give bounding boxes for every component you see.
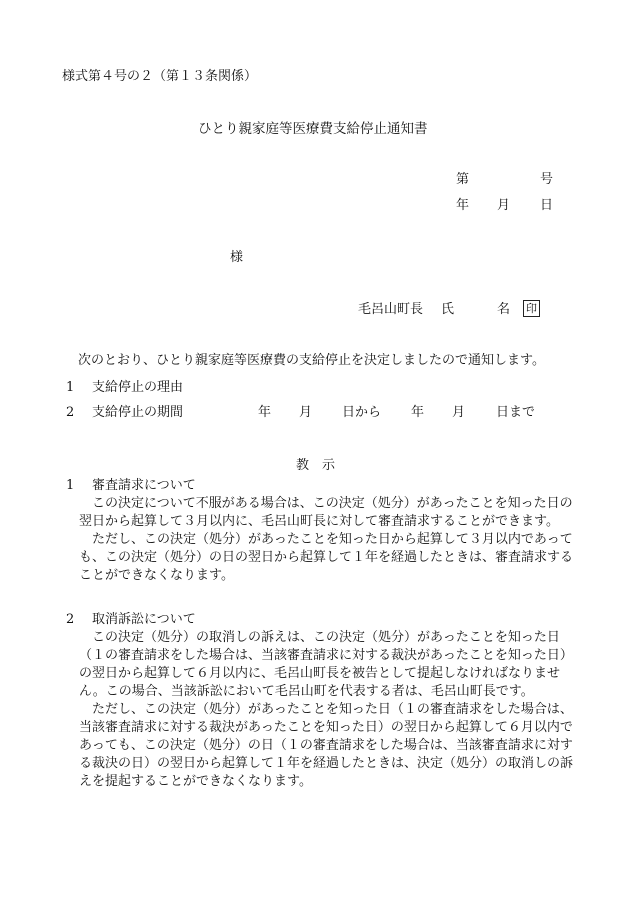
period-day-until: 日まで xyxy=(496,405,536,420)
addressee-sama: 様 xyxy=(230,250,244,265)
item-2-number: 2 xyxy=(66,405,75,420)
seal-stamp: 印 xyxy=(523,300,540,317)
kyoji-heading: 教 示 xyxy=(296,458,336,473)
item-1-label: 支給停止の理由 xyxy=(92,380,184,395)
section-2-paragraph-2: ただし、この決定（処分）があったことを知った日（１の審査請求をした場合は、当該審査請求に対する裁決があったことを知った日）の翌日から起算して６月以内であっても、この決定（処分）の日（１の審査請求をした場合は、当該審査請求に対する裁決の日）の翌日から起算して１年を経過したときは、決定（処分）の取消しの訴えを提起することができなくなります。 xyxy=(79,702,574,789)
period-month-1: 月 xyxy=(299,405,313,420)
section-1-paragraph-1: この決定について不服がある場合は、この決定（処分）があったことを知った日の翌日から起算して３月以内に、毛呂山町長に対して審査請求することができます。 xyxy=(79,496,573,529)
doc-no-go: 号 xyxy=(540,172,554,187)
doc-no-dai: 第 xyxy=(456,172,470,187)
item-2-label: 支給停止の期間 xyxy=(92,405,184,420)
item-1-number: 1 xyxy=(66,380,75,395)
section-1-heading: 審査請求について xyxy=(92,478,196,493)
date-year: 年 xyxy=(456,198,470,213)
document-title: ひとり親家庭等医療費支給停止通知書 xyxy=(198,121,428,137)
period-year-1: 年 xyxy=(258,405,272,420)
section-1-body xyxy=(79,495,573,585)
section-1-number: 1 xyxy=(66,478,75,493)
section-2-number: 2 xyxy=(66,612,75,627)
period-month-2: 月 xyxy=(452,405,466,420)
period-day-from: 日から xyxy=(342,405,382,420)
form-number: 様式第４号の２（第１３条関係） xyxy=(62,69,258,84)
date-day: 日 xyxy=(540,198,554,213)
section-2-heading: 取消訴訟について xyxy=(92,612,196,627)
issuer-mei: 名 xyxy=(497,302,511,317)
section-1-paragraph-2: ただし、この決定（処分）があったことを知った日から起算して３月以内であっても、この決定（処分）の日の翌日から起算して１年を経過したときは、審査請求することができなくなります。 xyxy=(79,532,574,583)
issuer-shi: 氏 xyxy=(441,302,455,317)
period-year-2: 年 xyxy=(411,405,425,420)
issuer-title: 毛呂山町長 xyxy=(358,302,424,317)
date-month: 月 xyxy=(497,198,511,213)
notice-text: 次のとおり、ひとり親家庭等医療費の支給停止を決定しましたので通知します。 xyxy=(78,353,545,368)
section-2-paragraph-1: この決定（処分）の取消しの訴えは、この決定（処分）があったことを知った日（１の審査請求をした場合は、当該審査請求に対する裁決があったことを知った日）の翌日から起算して６月以内に、毛呂山町長を被告として提起しなければなりません。この場合、当該訴訟において毛呂山町を代表する者は、毛呂山町長です。 xyxy=(79,630,573,699)
section-2-body xyxy=(79,629,573,791)
